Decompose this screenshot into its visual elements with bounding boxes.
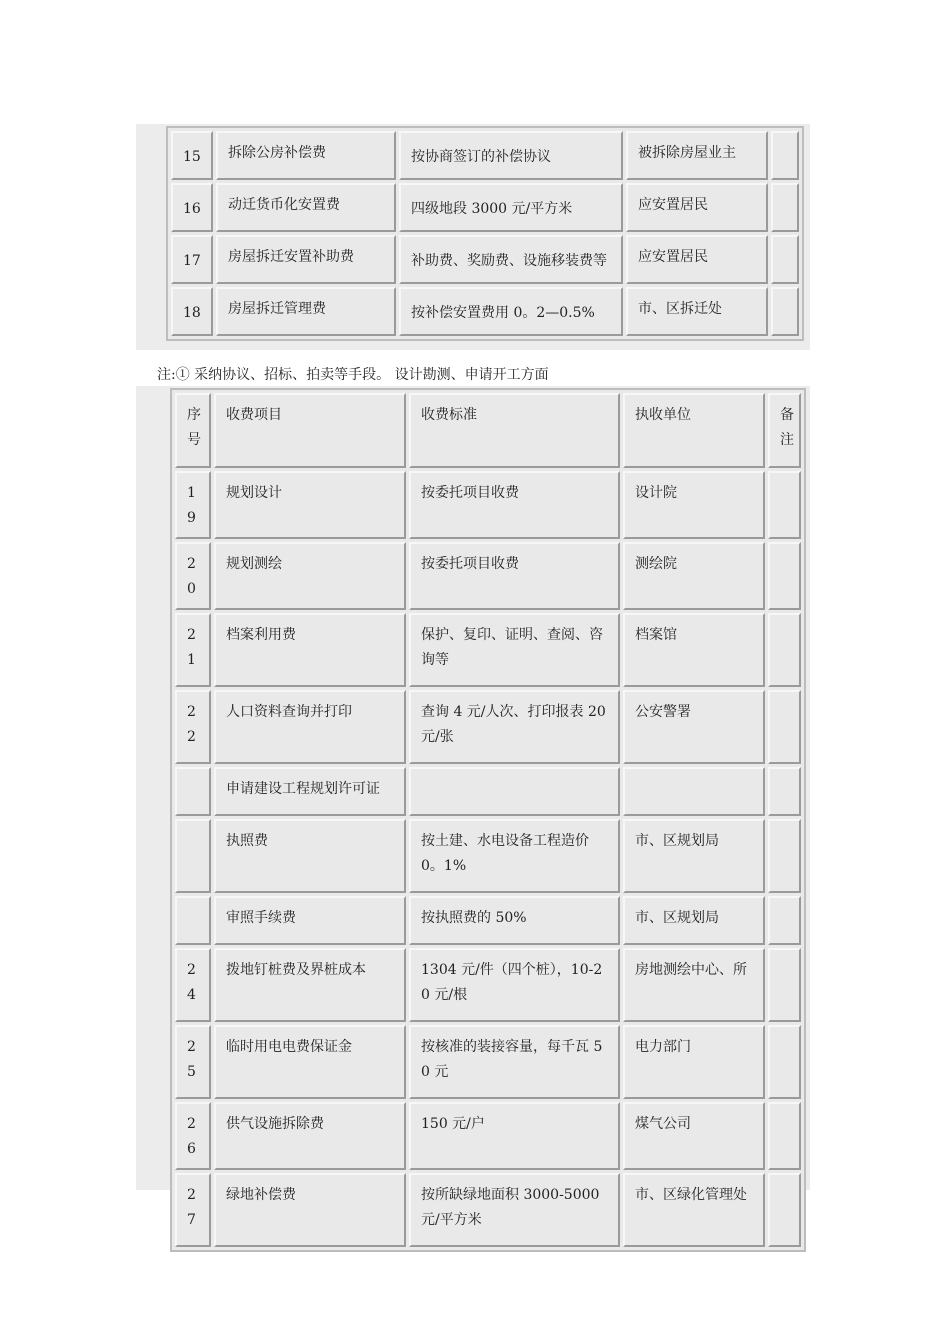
cell-unit: 测绘院 xyxy=(623,542,765,610)
cell-remark xyxy=(768,690,801,764)
table-row xyxy=(175,819,801,893)
cell-unit: 房地测绘中心、所 xyxy=(623,948,765,1022)
cell-remark xyxy=(768,1025,801,1099)
cell-item: 供气设施拆除费 xyxy=(214,1102,406,1170)
cell-unit: 公安警署 xyxy=(623,690,765,764)
table-row xyxy=(175,948,801,1022)
table-row xyxy=(175,1173,801,1247)
cell-no xyxy=(175,896,211,945)
cell-no: 24 xyxy=(175,948,211,1022)
fee-table-1 xyxy=(166,126,804,341)
cell-remark xyxy=(771,183,799,232)
note-text: 注:① 采纳协议、招标、拍卖等手段。 设计勘测、申请开工方面 xyxy=(157,367,549,383)
cell-standard: 按协商签订的补偿协议 xyxy=(399,131,623,180)
cell-item: 档案利用费 xyxy=(214,613,406,687)
cell-item: 房屋拆迁管理费 xyxy=(216,287,396,336)
cell-no: 18 xyxy=(171,287,213,336)
cell-item: 规划设计 xyxy=(214,471,406,539)
cell-remark xyxy=(771,235,799,284)
cell-standard: 查询 4 元/人次、打印报表 20 元/张 xyxy=(409,690,620,764)
cell-no: 15 xyxy=(171,131,213,180)
cell-remark xyxy=(768,1173,801,1247)
table-row xyxy=(175,690,801,764)
cell-remark xyxy=(768,613,801,687)
table-row xyxy=(175,896,801,945)
cell-no xyxy=(175,819,211,893)
cell-remark xyxy=(768,767,801,816)
table-row xyxy=(175,1102,801,1170)
cell-standard: 按执照费的 50% xyxy=(409,896,620,945)
cell-item: 动迁货币化安置费 xyxy=(216,183,396,232)
header-unit: 执收单位 xyxy=(623,393,765,468)
cell-unit: 煤气公司 xyxy=(623,1102,765,1170)
cell-standard: 保护、复印、证明、查阅、咨询等 xyxy=(409,613,620,687)
cell-no: 21 xyxy=(175,613,211,687)
cell-no: 22 xyxy=(175,690,211,764)
table-row xyxy=(175,471,801,539)
table-row xyxy=(175,1025,801,1099)
cell-remark xyxy=(768,819,801,893)
table-row xyxy=(171,131,799,180)
cell-standard: 150 元/户 xyxy=(409,1102,620,1170)
table-row xyxy=(175,613,801,687)
table-row xyxy=(171,287,799,336)
cell-unit: 被拆除房屋业主 xyxy=(626,131,768,180)
cell-standard: 1304 元/件（四个桩），10-20 元/根 xyxy=(409,948,620,1022)
cell-unit: 档案馆 xyxy=(623,613,765,687)
cell-item: 申请建设工程规划许可证 xyxy=(214,767,406,816)
cell-item: 绿地补偿费 xyxy=(214,1173,406,1247)
cell-item: 人口资料查询并打印 xyxy=(214,690,406,764)
cell-remark xyxy=(768,896,801,945)
cell-item: 执照费 xyxy=(214,819,406,893)
table-row xyxy=(175,767,801,816)
cell-no: 17 xyxy=(171,235,213,284)
cell-no: 19 xyxy=(175,471,211,539)
fee-table-2 xyxy=(170,388,806,1252)
cell-unit: 市、区规划局 xyxy=(623,896,765,945)
table-row xyxy=(175,542,801,610)
cell-item: 拆除公房补偿费 xyxy=(216,131,396,180)
cell-item: 审照手续费 xyxy=(214,896,406,945)
cell-no: 25 xyxy=(175,1025,211,1099)
cell-item: 临时用电电费保证金 xyxy=(214,1025,406,1099)
table-header-row xyxy=(175,393,801,468)
table-row xyxy=(171,235,799,284)
cell-unit xyxy=(623,767,765,816)
cell-unit: 设计院 xyxy=(623,471,765,539)
cell-standard xyxy=(409,767,620,816)
cell-item: 拨地钉桩费及界桩成本 xyxy=(214,948,406,1022)
cell-standard: 按所缺绿地面积 3000-5000 元/平方米 xyxy=(409,1173,620,1247)
cell-unit: 应安置居民 xyxy=(626,183,768,232)
cell-remark xyxy=(768,471,801,539)
cell-unit: 市、区规划局 xyxy=(623,819,765,893)
cell-item: 房屋拆迁安置补助费 xyxy=(216,235,396,284)
cell-standard: 补助费、奖励费、设施移装费等 xyxy=(399,235,623,284)
cell-remark xyxy=(768,948,801,1022)
cell-no: 20 xyxy=(175,542,211,610)
header-standard: 收费标准 xyxy=(409,393,620,468)
header-item: 收费项目 xyxy=(214,393,406,468)
cell-remark xyxy=(768,1102,801,1170)
cell-remark xyxy=(768,542,801,610)
cell-no: 27 xyxy=(175,1173,211,1247)
cell-standard: 按委托项目收费 xyxy=(409,542,620,610)
cell-standard: 四级地段 3000 元/平方米 xyxy=(399,183,623,232)
cell-remark xyxy=(771,287,799,336)
cell-unit: 市、区拆迁处 xyxy=(626,287,768,336)
cell-unit: 应安置居民 xyxy=(626,235,768,284)
header-no: 序号 xyxy=(175,393,211,468)
cell-standard: 按委托项目收费 xyxy=(409,471,620,539)
cell-standard: 按补偿安置费用 0。2—0.5% xyxy=(399,287,623,336)
cell-standard: 按核准的装接容量，每千瓦 50 元 xyxy=(409,1025,620,1099)
cell-standard: 按土建、水电设备工程造价 0。1% xyxy=(409,819,620,893)
cell-no: 16 xyxy=(171,183,213,232)
cell-unit: 市、区绿化管理处 xyxy=(623,1173,765,1247)
cell-item: 规划测绘 xyxy=(214,542,406,610)
cell-no: 26 xyxy=(175,1102,211,1170)
cell-remark xyxy=(771,131,799,180)
cell-no xyxy=(175,767,211,816)
table-row xyxy=(171,183,799,232)
cell-unit: 电力部门 xyxy=(623,1025,765,1099)
header-remark: 备注 xyxy=(768,393,801,468)
